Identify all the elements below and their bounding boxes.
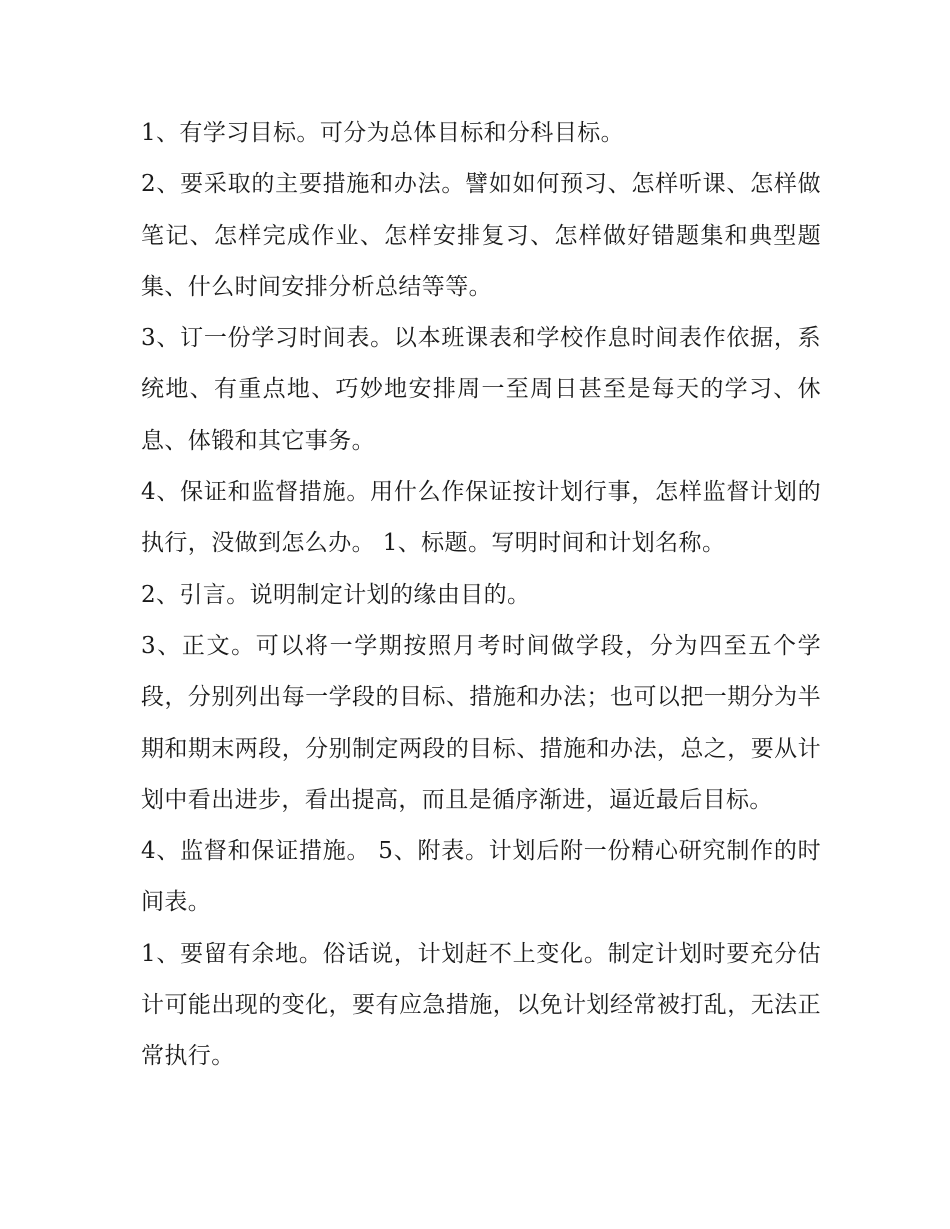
document-body [141, 108, 821, 1083]
paragraph-main-text: 3、正文。可以将一学期按照月考时间做学段，分为四至五个学段，分别列出每一学段的目标、措施和办法；也可以把一期分为半期和期末两段，分别制定两段的目标、措施和办法，总之，要从计划中看出进步，看出提高，而且是循序渐进，逼近最后目标。 [141, 632, 821, 813]
paragraph-introduction: 2、引言。说明制定计划的缘由目的。 [141, 581, 531, 608]
paragraph-learning-goals: 1、有学习目标。可分为总体目标和分科目标。 [141, 120, 625, 146]
paragraph-main-measures: 2、要采取的主要措施和办法。譬如如何预习、怎样听课、怎样做笔记、怎样完成作业、怎样安排复习、怎样做好错题集和典型题集、什么时间安排分析总结等等。 [141, 171, 821, 300]
paragraph-supervision-and-title: 4、保证和监督措施。用什么作保证按计划行事，怎样监督计划的执行，没做到怎么办。 1、标题。写明时间和计划名称。 [141, 479, 821, 557]
paragraph-study-timetable: 3、订一份学习时间表。以本班课表和学校作息时间表作依据，系统地、有重点地、巧妙地安排周一至周日甚至是每天的学习、休息、体锻和其它事务。 [141, 325, 821, 454]
paragraph-leave-margin: 1、要留有余地。俗话说，计划赶不上变化。制定计划时要充分估计可能出现的变化，要有应急措施，以免计划经常被打乱，无法正常执行。 [141, 940, 821, 1070]
paragraph-supervision-and-appendix: 4、监督和保证措施。 5、附表。计划后附一份精心研究制作的时间表。 [141, 838, 821, 916]
